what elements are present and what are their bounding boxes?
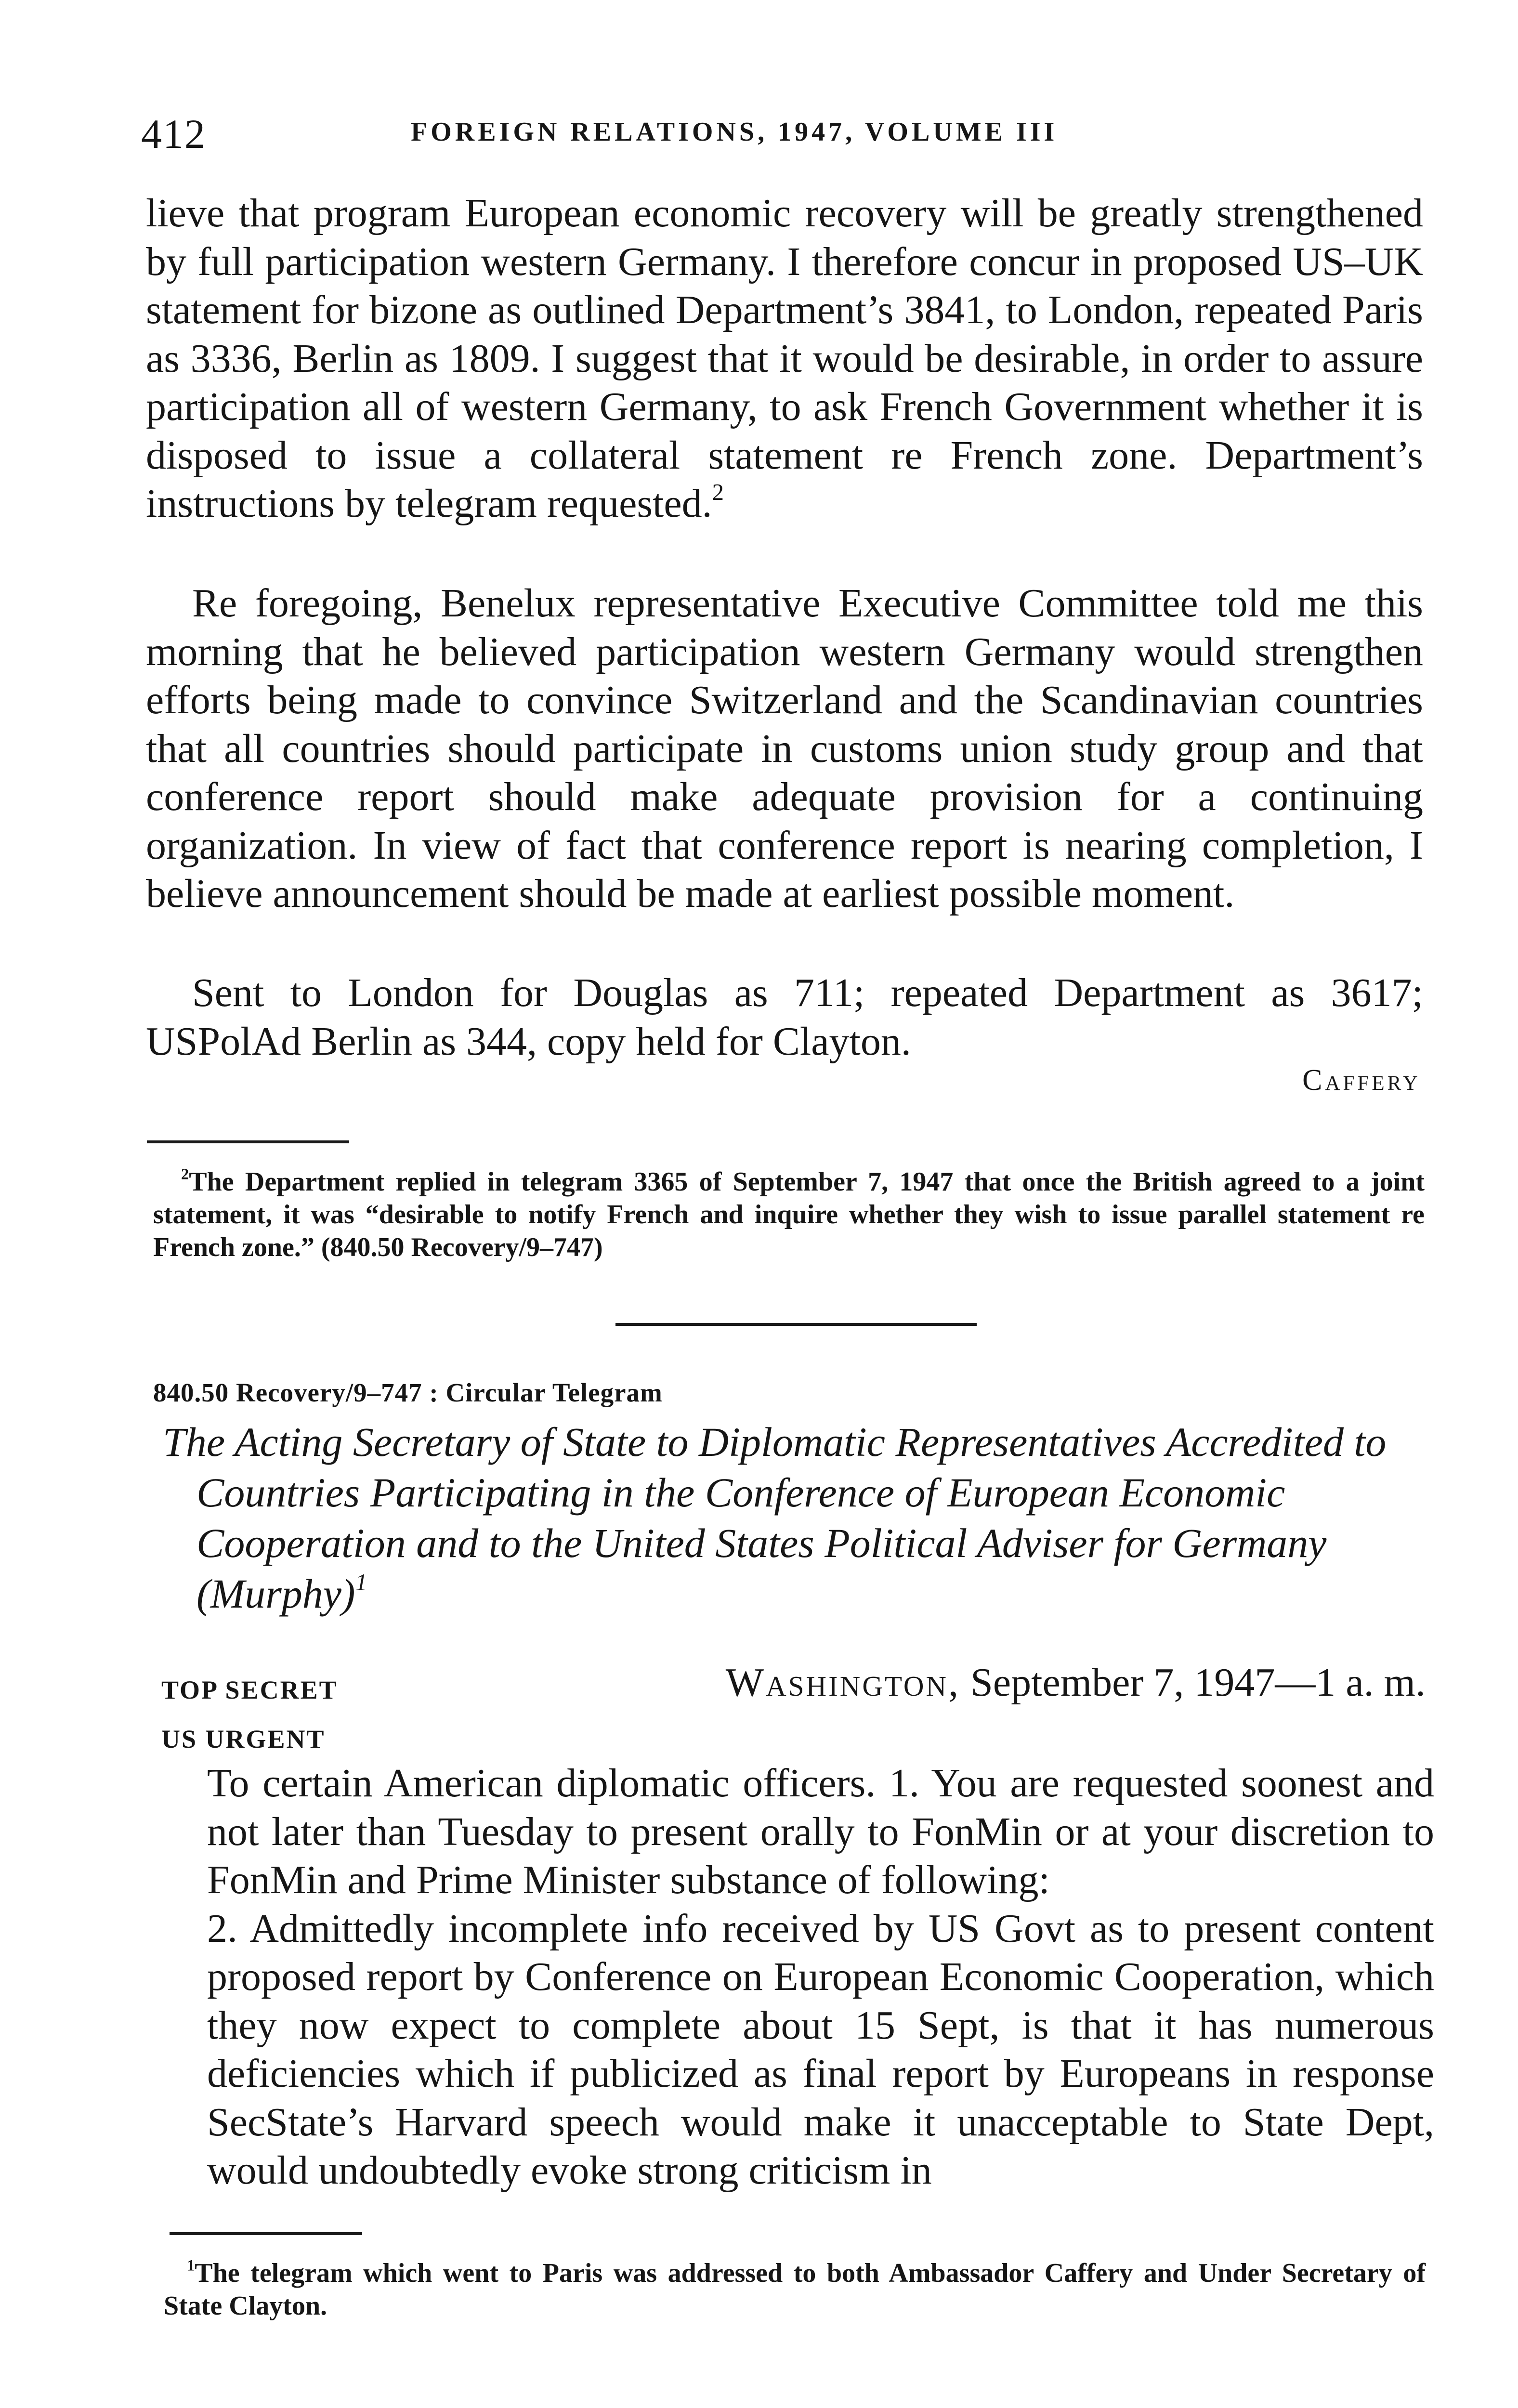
telegram-paragraph-1: To certain American diplomatic officers. 1. You are requested soonest and not later than Tuesday to present orally to FonMin or at your discretion to FonMin and Prime Minister substance of following: (207, 1761, 1434, 1902)
running-head: FOREIGN RELATIONS, 1947, VOLUME III (411, 117, 1058, 147)
footnote-ref-2: 2 (712, 479, 724, 505)
footnote-rule-2 (170, 2232, 362, 2235)
letter-paragraph-2: Re foregoing, Benelux representative Executive Committee told me this morning that he believed participation western Germany would strengthen efforts being made to convince Switzerland and the Scandinavian countries that all countries should participate in customs union study group and that conference report should make adequate provision for a continuing organization. In view of fact that conference report is nearing completion, I believe announcement should be made at earliest possible moment. (146, 581, 1423, 916)
page-number: 412 (141, 111, 206, 157)
footnote-ref-1: 1 (355, 1569, 367, 1596)
letter-paragraph-1-text: lieve that program European economic recovery will be greatly strengthened by full participation western Germany. I therefore concur in proposed US–UK statement for bizone as outlined Department’s 3841, to London, repeated Paris as 3336, Berlin as 1809. I suggest that it would be desirable, in order to assure participation all of western Germany, to ask French Government whether it is disposed to issue a collateral statement re French zone. Department’s instructions by telegram requested. (146, 191, 1423, 526)
classification-urgent: US URGENT (161, 1725, 326, 1754)
signature: Caffery (1302, 1064, 1421, 1097)
file-reference: 840.50 Recovery/9–747 : Circular Telegram (153, 1378, 663, 1407)
footnote-rule (147, 1140, 349, 1143)
footnote-2-text: The Department replied in telegram 3365 of September 7, 1947 that once the British agreed to a joint statement, it was “desirable to notify French and inquire whether they wish to issue parallel statement re French zone.” (840.50 Recovery/9–747) (153, 1167, 1425, 1262)
telegram-body (207, 1759, 1434, 2195)
letter-paragraph-3: Sent to London for Douglas as 711; repeated Department as 3617; USPolAd Berlin as 344, copy held for Clayton. (146, 970, 1423, 1064)
letter-paragraph-1 (146, 189, 1423, 528)
footnote-1-marker: 1 (187, 2257, 195, 2275)
dateline-place: Washington, (725, 1660, 961, 1705)
page-header (141, 110, 1425, 163)
document-title-text: The Acting Secretary of State to Diplomatic Representatives Accredited to Countries Participating in the Conference of European Economic Cooperation and to the United States Political Adviser for Germany (Murphy) (163, 1419, 1387, 1617)
document-title (163, 1417, 1427, 1619)
footnote-1 (164, 2257, 1426, 2322)
footnote-2-marker: 2 (181, 1165, 189, 1183)
dateline (669, 1659, 1426, 1706)
classification-top-secret: TOP SECRET (161, 1675, 338, 1704)
footnote-2 (153, 1165, 1425, 1264)
dateline-date: September 7, 1947—1 a. m. (970, 1660, 1426, 1705)
telegram-paragraph-2: 2. Admittedly incomplete info received by US Govt as to present content proposed report by Conference on European Economic Cooperation, which they now expect to complete about 15 Sept, is that it has numerous deficiencies which if publicized as final report by Europeans in response SecState’s Harvard speech would make it unacceptable to State Dept, would undoubtedly evoke strong criticism in (207, 1906, 1434, 2193)
footnote-1-text: The telegram which went to Paris was addressed to both Ambassador Caffery and Under Secretary of State Clayton. (164, 2258, 1426, 2321)
section-divider (615, 1323, 977, 1326)
